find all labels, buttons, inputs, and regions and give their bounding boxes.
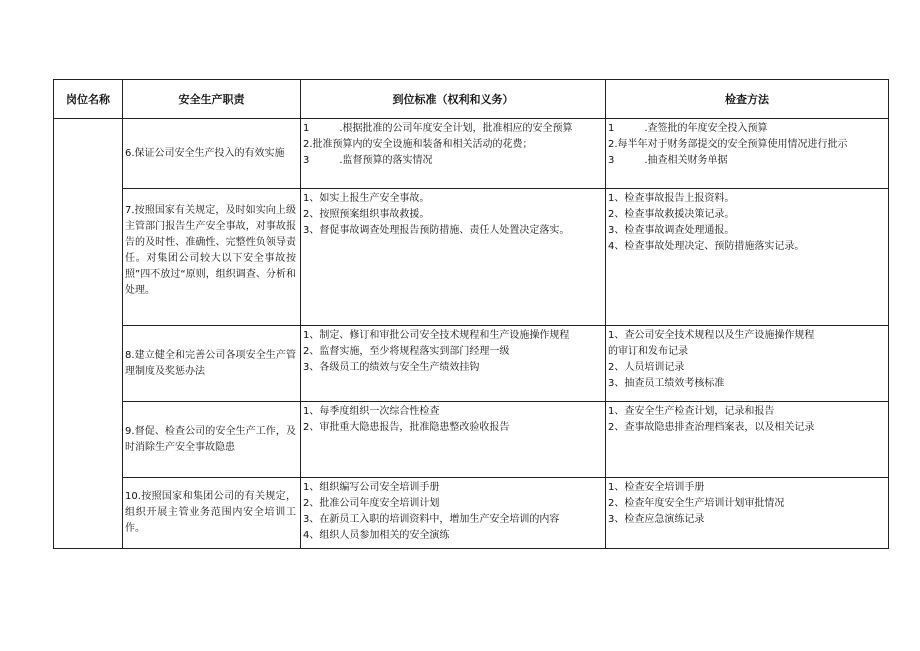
list-item: 1、组织编写公司安全培训手册 xyxy=(303,482,440,493)
list-item: 3 .抽查相关财务单据 xyxy=(608,155,728,166)
list-item: 3、抽查员工绩效考核标准 xyxy=(608,378,725,389)
duty-text: 8.建立健全和完善公司各项安全生产管理制度及奖惩办法 xyxy=(125,349,296,377)
list-item: 2、检查年度安全生产培训计划审批情况 xyxy=(608,498,785,509)
method-cell xyxy=(606,189,889,326)
duty-text: 9.督促、检查公司的安全生产工作，及时消除生产安全事故隐患 xyxy=(125,425,296,453)
table-row xyxy=(54,119,889,189)
list-item: 2、人员培训记录 xyxy=(608,362,685,373)
header-method: 检查方法 xyxy=(606,80,889,119)
list-item: 3、各级员工的绩效与安全生产绩效挂钩 xyxy=(303,362,480,373)
list-item: 4、组织人员参加相关的安全演练 xyxy=(303,530,450,541)
standard-cell xyxy=(301,189,606,326)
standard-cell xyxy=(301,478,606,549)
list-item: 1、检查事故报告上报资料。 xyxy=(608,193,735,204)
list-item: 1、查公司安全技术规程以及生产设施操作规程 xyxy=(608,330,815,341)
position-cell xyxy=(54,119,123,549)
duty-text: 10.按照国家和集团公司的有关规定，组织开展主管业务范围内安全培训工作。 xyxy=(125,491,296,534)
list-item: 2、监督实施，至少将规程落实到部门经理一级 xyxy=(303,346,510,357)
list-item: 1 .查签批的年度安全投入预算 xyxy=(608,123,768,134)
duty-cell xyxy=(123,478,301,549)
responsibility-table xyxy=(53,79,889,549)
table-row xyxy=(54,326,889,402)
standard-cell xyxy=(301,119,606,189)
duty-text: 6.保证公司安全生产投入的有效实施 xyxy=(125,147,285,159)
list-item: 2.批准预算内的安全设施和装备和相关活动的花费； xyxy=(303,139,533,150)
header-standard: 到位标准（权利和义务） xyxy=(301,80,606,119)
header-row xyxy=(54,80,889,119)
list-item: 3、督促事故调查处理报告预防措施、责任人处置决定落实。 xyxy=(303,225,570,236)
table-row xyxy=(54,478,889,549)
list-item: 1、检查安全培训手册 xyxy=(608,482,705,493)
standard-cell xyxy=(301,402,606,478)
duty-text: 7.按照国家有关规定，及时如实向上级主管部门报告生产安全事故，对事故报告的及时性、准确性、完整性负领导责任。对集团公司较大以下安全事故按照”四不放过“原则，组织调查、分析和处理。 xyxy=(125,205,296,296)
list-item: 3、在新员工入职的培训资料中，增加生产安全培训的内容 xyxy=(303,514,560,525)
list-item: 1、制定、修订和审批公司安全技术规程和生产设施操作规程 xyxy=(303,330,570,341)
method-cell xyxy=(606,326,889,402)
list-item: 2、按照预案组织事故救援。 xyxy=(303,209,430,220)
list-item: 1、如实上报生产安全事故。 xyxy=(303,193,430,204)
standard-cell xyxy=(301,326,606,402)
method-cell xyxy=(606,478,889,549)
duty-cell xyxy=(123,402,301,478)
list-item: 2、审批重大隐患报告，批准隐患整改验收报告 xyxy=(303,422,510,433)
list-item: 的审订和发布记录 xyxy=(608,346,688,357)
list-item: 1、每季度组织一次综合性检查 xyxy=(303,406,440,417)
method-cell xyxy=(606,402,889,478)
list-item: 2、查事故隐患排查治理档案表，以及相关记录 xyxy=(608,422,815,433)
header-duty: 安全生产职责 xyxy=(123,80,301,119)
header-position: 岗位名称 xyxy=(54,80,123,119)
list-item: 2、检查事故救援决策记录。 xyxy=(608,209,735,220)
list-item: 1、查安全生产检查计划，记录和报告 xyxy=(608,406,775,417)
list-item: 2、批准公司年度安全培训计划 xyxy=(303,498,440,509)
list-item: 4、检查事故处理决定、预防措施落实记录。 xyxy=(608,241,805,252)
table-row xyxy=(54,402,889,478)
duty-cell xyxy=(123,189,301,326)
duty-cell xyxy=(123,326,301,402)
list-item: 2.每半年对于财务部提交的安全预算使用情况进行批示 xyxy=(608,139,848,150)
list-item: 1 .根据批准的公司年度安全计划，批准相应的安全预算 xyxy=(303,123,573,134)
list-item: 3、检查事故调查处理通报。 xyxy=(608,225,735,236)
table-row xyxy=(54,189,889,326)
duty-cell xyxy=(123,119,301,189)
method-cell xyxy=(606,119,889,189)
list-item: 3 .监督预算的落实情况 xyxy=(303,155,433,166)
list-item: 3、检查应急演练记录 xyxy=(608,514,705,525)
